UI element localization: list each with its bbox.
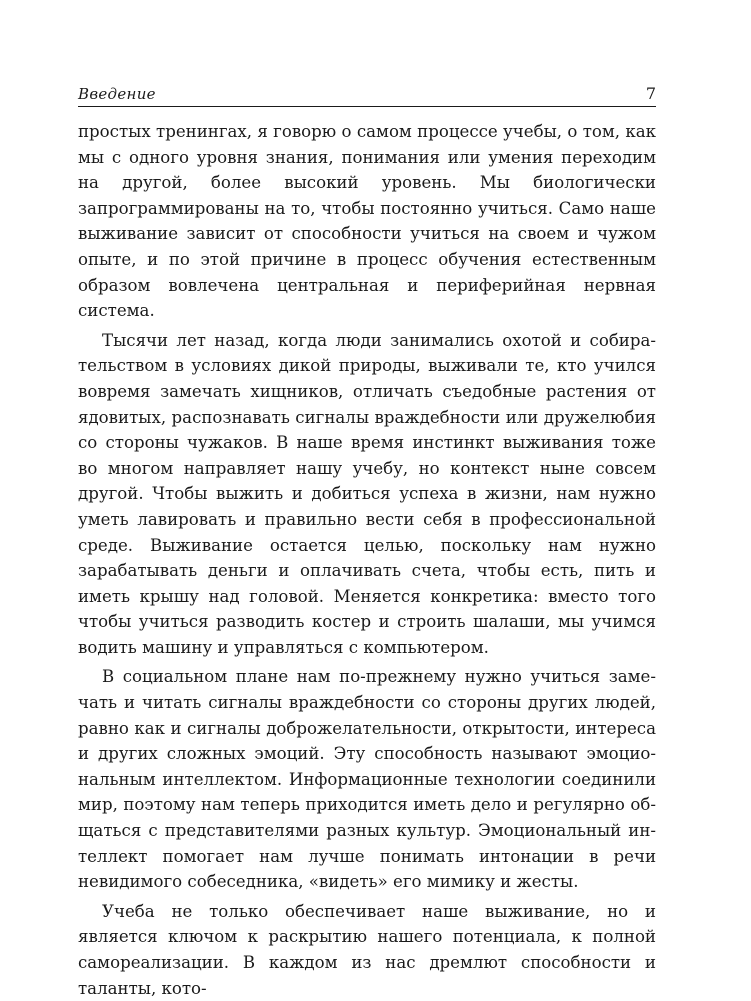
page-number: 7: [645, 84, 656, 103]
paragraph-continued: простых тренингах, я говорю о самом процессе учебы, о том, как мы с одного уровня знания, понимания или умения переходим на другой, более высокий уровень. Мы биологически запрограммированы на то, чтобы постоянно учиться. Само наше выживание зависит от способности учиться на своем и чужом опыте, и по этой причине в процесс обучения естественным образом вовлечена центральная и периферийная нервная система.: [78, 122, 656, 321]
paragraph: Тысячи лет назад, когда люди занимались охотой и собирательством в условиях дикой природы, выживали те, кто учился вовремя замечать хищников, отличать съедобные растения от ядовитых, распознавать сигналы враждебности или дружелюбия со стороны чужаков. В наше время инстинкт выживания тоже во многом направляет нашу учебу, но контекст ныне совсем другой. Чтобы выжить и добиться успеха в жизни, нам нужно уметь лавировать и правильно вести себя в профессиональной среде. Выживание остается целью, поскольку нам нужно зарабатывать деньги и оплачивать счета, чтобы есть, пить и иметь крышу над головой. Меняется конкретика: вместо того чтобы учиться разводить костер и строить шалаши, мы учимся водить машину и управляться с компьютером.: [78, 330, 656, 657]
body-text: [78, 119, 656, 1001]
paragraph: Учеба не только обеспечивает наше выживание, но и является ключом к раскрытию нашего потенциала, к полной самореализации. В каждом из нас дремлют способности и таланты, кото-: [78, 901, 656, 998]
paragraph: В социальном плане нам по-прежнему нужно учиться замечать и читать сигналы враждебности со стороны других людей, равно как и сигналы доброжелательности, открытости, интереса и других сложных эмоций. Эту способность называют эмоциональным интеллектом. Информационные технологии соединили мир, поэтому нам теперь приходится иметь дело и регулярно общаться с представителями разных культур. Эмоциональный интеллект помогает нам лучше понимать интонации в речи невидимого собеседника, «видеть» его мимику и жесты.: [78, 667, 656, 892]
running-head: [78, 84, 656, 107]
section-title: Введение: [78, 85, 156, 103]
book-page: [78, 84, 656, 1001]
